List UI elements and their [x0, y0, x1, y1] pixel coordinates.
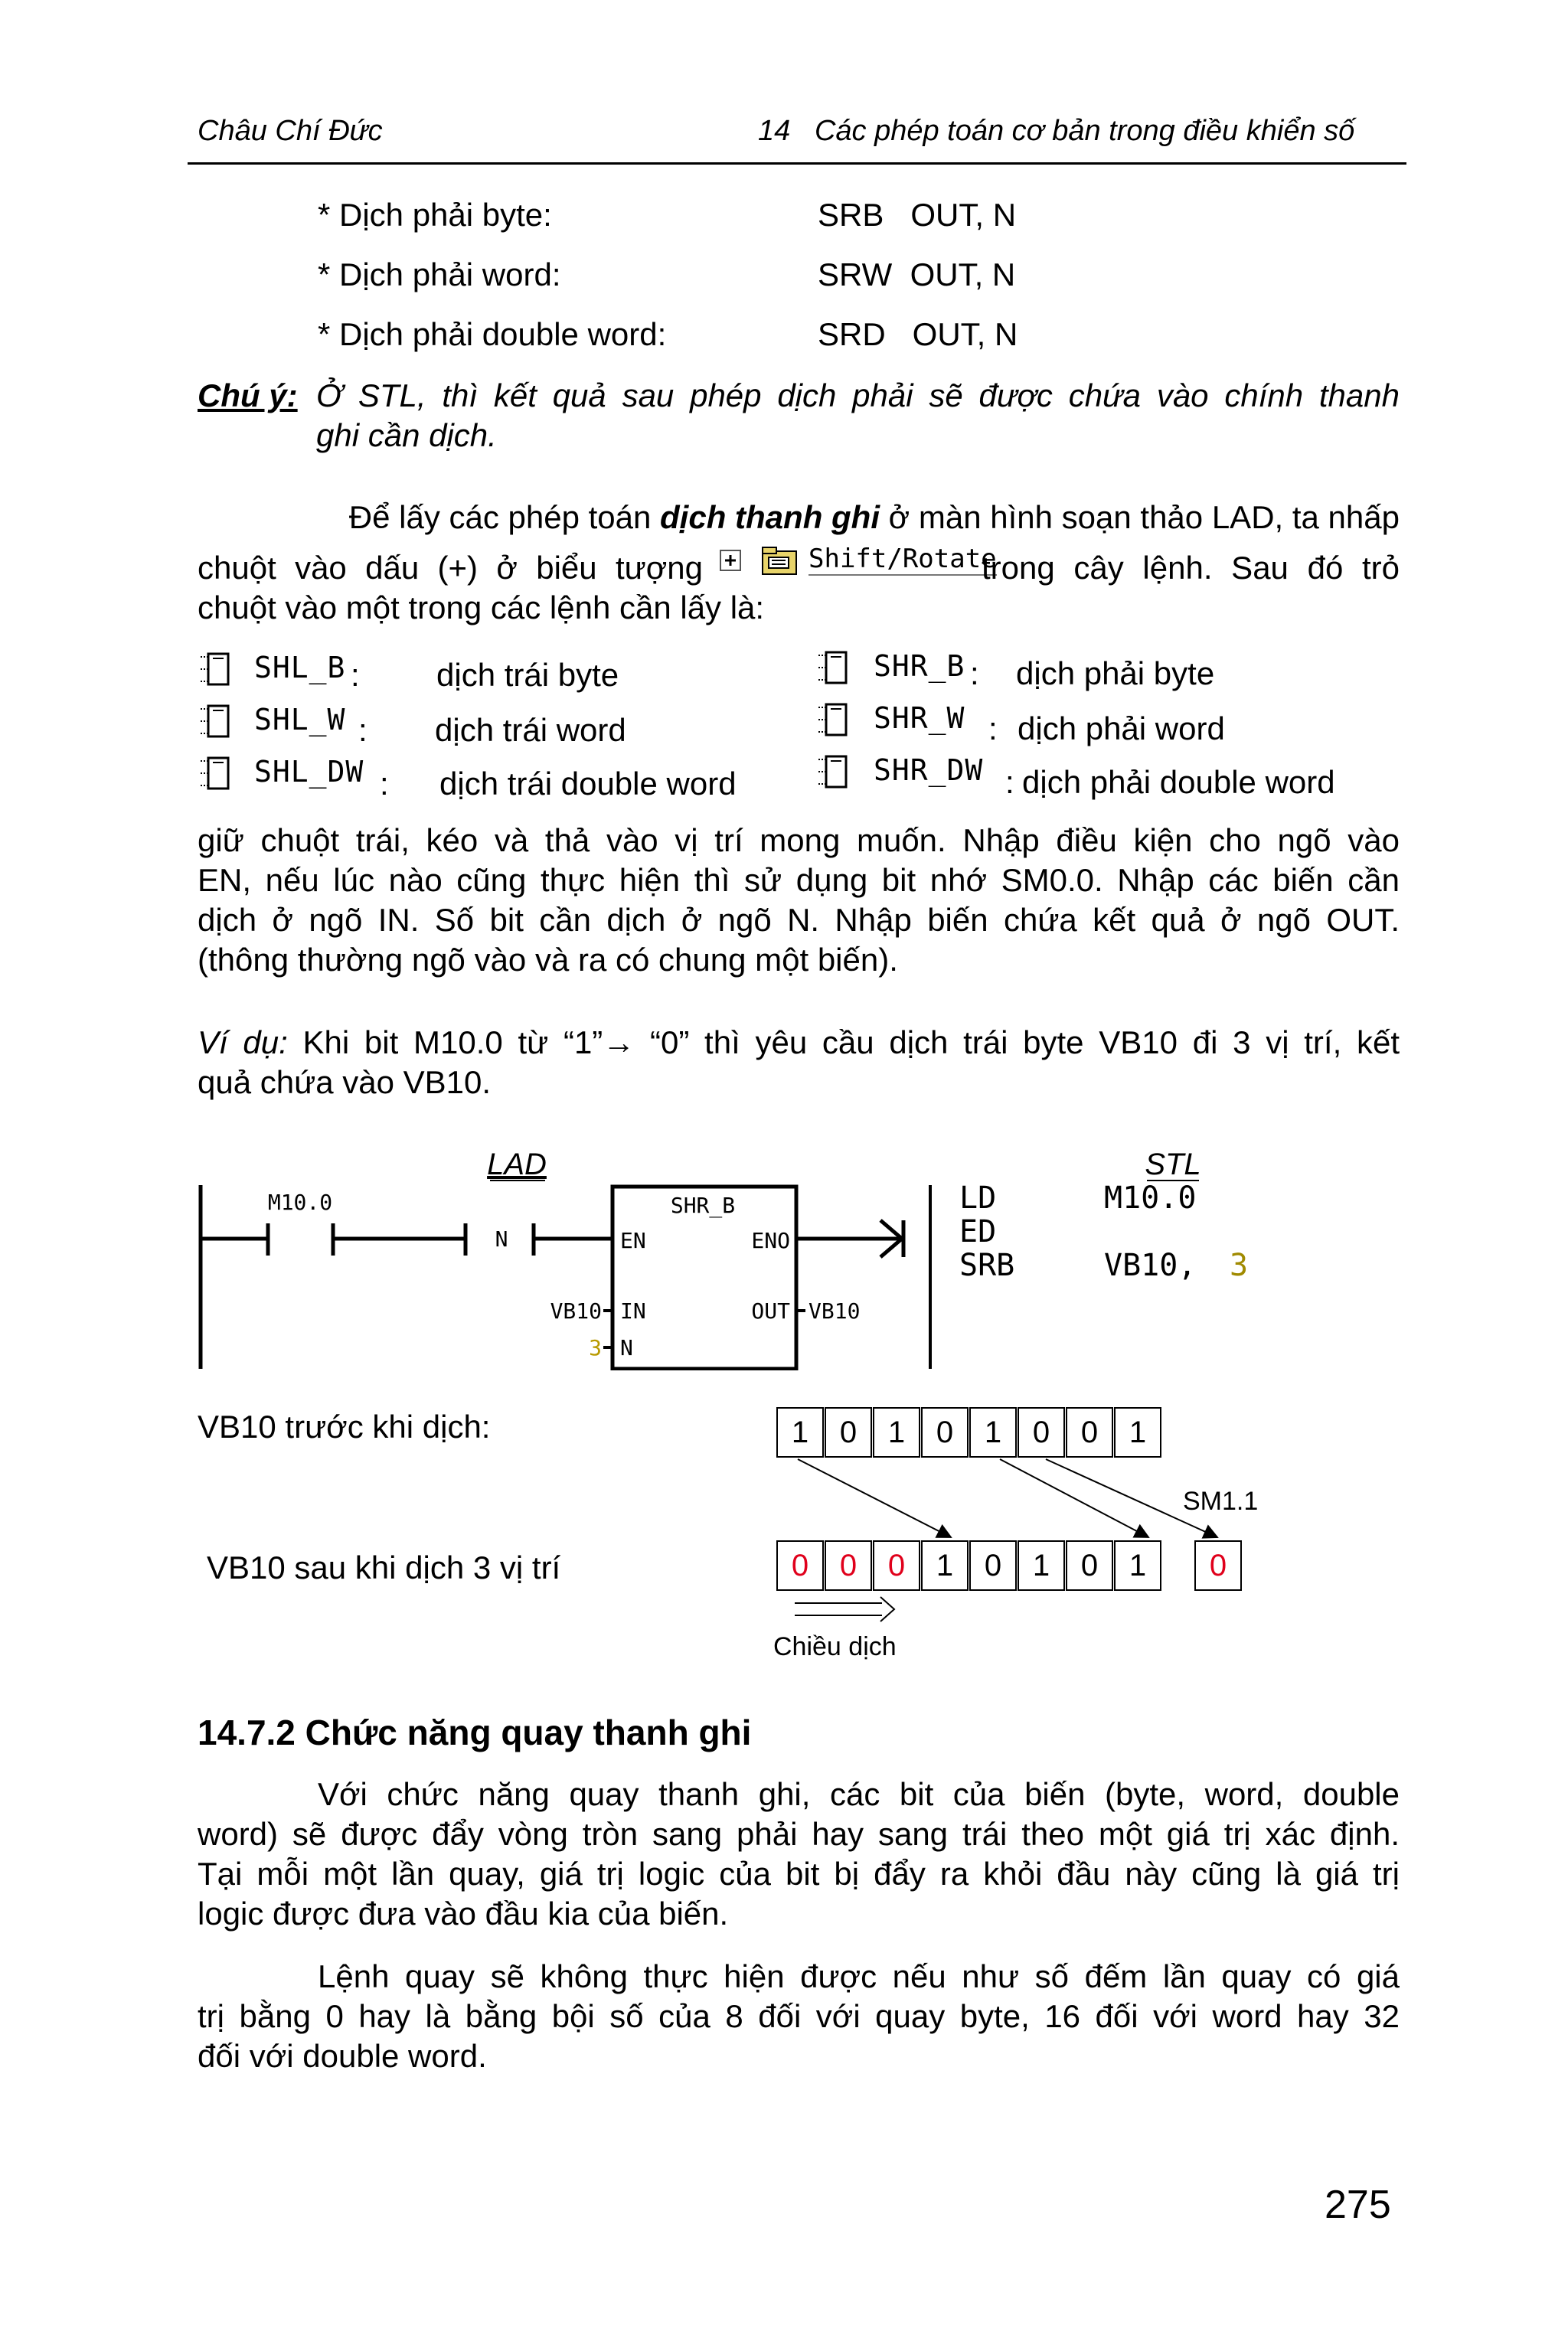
instruction-desc: dịch trái byte — [436, 657, 619, 693]
instruction-desc: dịch phải double word — [1022, 764, 1335, 800]
instruction-desc: dịch phải byte — [1016, 655, 1215, 691]
instruction-block-icon — [198, 701, 236, 743]
instruction-sep: : — [970, 655, 979, 691]
shift-arrow-bit2 — [1000, 1459, 1148, 1537]
in-var: VB10 — [550, 1298, 602, 1324]
instruction-sep: : — [988, 710, 998, 746]
intro-bold: dịch thanh ghi — [660, 499, 880, 535]
instruction-block-icon — [198, 649, 236, 691]
direction-arrow — [795, 1597, 894, 1621]
instruction-cmd: SHR_DW — [874, 753, 984, 787]
instruction-shr-dw[interactable] — [815, 752, 1397, 798]
out-var: VB10 — [808, 1298, 861, 1324]
example-label: Ví dụ: — [198, 1024, 288, 1060]
header-author: Châu Chí Đức — [198, 115, 383, 147]
shift-right-label-word: * Dịch phải word: — [318, 256, 561, 292]
usage-line3: dịch ở ngõ IN. Số bit cần dịch ở ngõ N. Nhập biến chứa kết quả ở ngõ OUT. — [198, 902, 1400, 938]
box-eno: ENO — [751, 1228, 790, 1253]
instruction-cmd: SHL_B — [254, 651, 346, 684]
shift-arrow-bit0 — [1046, 1459, 1217, 1537]
instruction-shr-w[interactable] — [815, 700, 1351, 746]
bit-cell: 0 — [1066, 1540, 1113, 1591]
bit-cell: 0 — [969, 1540, 1017, 1591]
section-para2-line2: trị bằng 0 hay là bằng bội số của 8 đối với quay byte, 16 đối với word hay 32 — [198, 1998, 1400, 2034]
shift-arrow-bit7 — [798, 1459, 951, 1537]
note-text-line2: ghi cần dịch. — [316, 417, 497, 453]
bit-cell: 0 — [776, 1540, 824, 1591]
stl-extra-3: 3 — [1230, 1248, 1249, 1283]
instruction-block-icon — [815, 648, 854, 689]
instruction-desc: dịch trái double word — [439, 766, 737, 802]
lad-stl-diagram — [191, 1141, 1317, 1370]
instruction-cmd: SHR_W — [874, 701, 965, 735]
stl-op-3: SRB — [959, 1248, 1015, 1283]
section-para1-line3: Tại mỗi một lần quay, giá trị logic của bit bị đẩy ra khỏi đầu này cũng là giá trị — [198, 1856, 1400, 1892]
section-para1-line4: logic được đưa vào đầu kia của biến. — [198, 1896, 729, 1932]
bit-cell: 1 — [1018, 1540, 1065, 1591]
shift-rotate-label: Shift/Rotate — [808, 544, 997, 574]
box-out: OUT — [751, 1298, 790, 1324]
section-para2-line3: đối với double word. — [198, 2038, 487, 2074]
shift-right-label-dword: * Dịch phải double word: — [318, 316, 667, 352]
bit-cell: 1 — [1114, 1540, 1161, 1591]
intro-line2-b: trong cây lệnh. Sau đó trỏ — [982, 550, 1400, 586]
n-var: 3 — [589, 1335, 602, 1360]
instruction-shl-dw[interactable] — [198, 753, 779, 802]
instruction-cmd: SHR_B — [874, 649, 965, 683]
shift-right-code-byte: SRB OUT, N — [818, 197, 1017, 233]
instruction-shl-w[interactable] — [198, 701, 733, 747]
bit-cell: 1 — [776, 1407, 824, 1458]
bit-cell: 1 — [1114, 1407, 1161, 1458]
box-in: IN — [620, 1298, 646, 1324]
header-rule — [188, 162, 1406, 165]
bit-cell: 0 — [825, 1407, 872, 1458]
intro-part2: ở màn hình soạn thảo LAD, ta nhấp — [880, 499, 1400, 535]
example-text: Khi bit M10.0 từ “1”→ “0” thì yêu cầu dịch trái byte VB10 đi 3 vị trí, kết — [287, 1024, 1400, 1060]
section-para1-line2: word) sẽ được đẩy vòng tròn sang phải hay sang trái theo một giá trị xác định. — [198, 1816, 1400, 1852]
section-para2-line1: Lệnh quay sẽ không thực hiện được nếu như số đếm lần quay có giá — [318, 1958, 1400, 1994]
direction-label: Chiều dịch — [773, 1632, 897, 1661]
bit-cell: 0 — [1018, 1407, 1065, 1458]
instruction-cmd: SHL_DW — [254, 755, 364, 789]
bit-cell: 1 — [921, 1540, 969, 1591]
example-line1 — [198, 1023, 1400, 1063]
usage-line4: (thông thường ngõ vào và ra có chung một biến). — [198, 942, 898, 978]
instruction-sep: : — [1005, 764, 1014, 800]
instruction-shr-b[interactable] — [815, 648, 1351, 694]
section-para1-line1: Với chức năng quay thanh ghi, các bit của biến (byte, word, double — [318, 1776, 1400, 1812]
box-en: EN — [620, 1228, 646, 1253]
instruction-sep: : — [358, 712, 368, 748]
instruction-cmd: SHL_W — [254, 703, 346, 736]
instruction-shl-b[interactable] — [198, 649, 733, 695]
bit-cell: 0 — [1066, 1407, 1113, 1458]
shift-arrows — [766, 1447, 1302, 1646]
section-title: 14.7.2 Chức năng quay thanh ghi — [198, 1713, 752, 1752]
instruction-desc: dịch trái word — [435, 712, 626, 748]
folder-icon — [761, 545, 798, 576]
contact-label: M10.0 — [267, 1190, 333, 1215]
usage-line1: giữ chuột trái, kéo và thả vào vị trí mong muốn. Nhập điều kiện cho ngõ vào — [198, 822, 1400, 858]
bit-cell: 1 — [969, 1407, 1017, 1458]
bit-cell: 0 — [921, 1407, 969, 1458]
page-number: 275 — [1325, 2183, 1391, 2227]
shift-right-label-byte: * Dịch phải byte: — [318, 197, 552, 233]
intro-part1: Để lấy các phép toán — [348, 499, 661, 535]
bit-cell: 1 — [873, 1407, 920, 1458]
header-chapter: 14 Các phép toán cơ bản trong điều khiển số — [758, 115, 1355, 147]
before-label: VB10 trước khi dịch: — [198, 1409, 491, 1445]
intro-line3: chuột vào một trong các lệnh cần lấy là: — [198, 589, 765, 625]
stl-arg-1: M10.0 — [1104, 1181, 1197, 1216]
sm-label: SM1.1 — [1183, 1487, 1259, 1516]
bit-cell: 0 — [873, 1540, 920, 1591]
edge-label: N — [495, 1226, 508, 1252]
stl-arg-3: VB10, — [1104, 1248, 1197, 1283]
instruction-block-icon — [198, 753, 236, 795]
intro-line1 — [198, 498, 1400, 537]
instruction-sep: : — [380, 766, 389, 802]
intro-line2-a: chuột vào dấu (+) ở biểu tượng — [198, 550, 703, 586]
note-label: Chú ý: — [198, 377, 298, 413]
after-label: VB10 sau khi dịch 3 vị trí — [207, 1550, 561, 1585]
stl-op-1: LD — [959, 1181, 997, 1216]
shift-right-code-dword: SRD OUT, N — [818, 316, 1018, 352]
instruction-block-icon — [815, 700, 854, 741]
shift-right-code-word: SRW OUT, N — [818, 256, 1016, 292]
stl-op-2: ED — [959, 1214, 997, 1249]
instruction-block-icon — [815, 752, 854, 793]
stl-title: STL — [1145, 1148, 1201, 1181]
example-line2: quả chứa vào VB10. — [198, 1064, 492, 1100]
usage-line2: EN, nếu lúc nào cũng thực hiện thì sử dụng bit nhớ SM0.0. Nhập các biến cần — [198, 862, 1400, 898]
sm-bit-cell: 0 — [1194, 1540, 1242, 1591]
note-text-line1: Ở STL, thì kết quả sau phép dịch phải sẽ được chứa vào chính thanh — [316, 377, 1400, 413]
instruction-sep: : — [351, 657, 360, 693]
expand-plus-icon[interactable] — [720, 550, 741, 571]
bit-cell: 0 — [825, 1540, 872, 1591]
lad-title: LAD — [487, 1148, 547, 1181]
box-title: SHR_B — [670, 1193, 736, 1218]
box-n: N — [620, 1335, 633, 1360]
instruction-desc: dịch phải word — [1018, 710, 1225, 746]
